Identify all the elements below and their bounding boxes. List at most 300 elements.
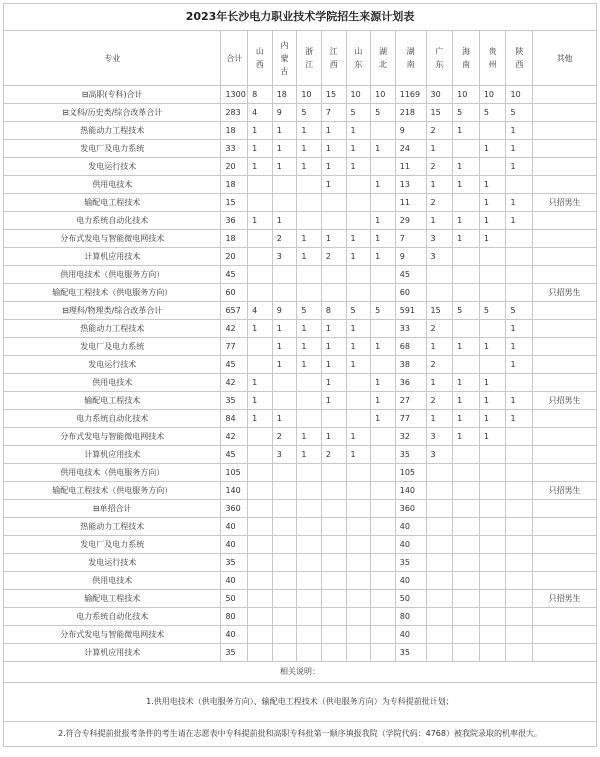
province-count-cell: 1: [453, 338, 480, 356]
province-count-cell: 1: [321, 122, 346, 140]
header-row: [4, 31, 597, 86]
province-count-cell: [453, 194, 480, 212]
province-count-cell: 1: [453, 212, 480, 230]
major-name-cell: 输配电工程技术: [4, 194, 221, 212]
province-count-cell: 1: [453, 410, 480, 428]
major-name-cell: 热能动力工程技术: [4, 518, 221, 536]
province-count-cell: 5: [371, 302, 396, 320]
enrollment-plan-table: [3, 3, 597, 747]
other-note-cell: [533, 140, 597, 158]
province-count-cell: [453, 266, 480, 284]
province-count-cell: [297, 482, 322, 500]
province-count-cell: 1: [248, 410, 273, 428]
table-row: [4, 518, 597, 536]
total-cell: 42: [221, 374, 248, 392]
province-count-cell: [371, 428, 396, 446]
province-count-cell: [479, 266, 506, 284]
province-count-cell: 4: [248, 302, 273, 320]
province-count-cell: [371, 518, 396, 536]
table-row: [4, 284, 597, 302]
table-row: [4, 140, 597, 158]
province-count-cell: 15: [426, 104, 453, 122]
table-row: [4, 230, 597, 248]
other-note-cell: [533, 320, 597, 338]
province-count-cell: [506, 446, 533, 464]
province-count-cell: 45: [395, 266, 426, 284]
header-total: 合计: [221, 31, 248, 86]
province-count-cell: [426, 266, 453, 284]
province-count-cell: [346, 644, 371, 662]
province-count-cell: [346, 392, 371, 410]
province-count-cell: 11: [395, 194, 426, 212]
province-count-cell: 68: [395, 338, 426, 356]
province-count-cell: [479, 158, 506, 176]
province-count-cell: [506, 572, 533, 590]
total-cell: 360: [221, 500, 248, 518]
major-name-cell: 输配电工程技术（供电服务方向）: [4, 284, 221, 302]
major-name-cell: 发电运行技术: [4, 158, 221, 176]
province-count-cell: [321, 212, 346, 230]
province-count-cell: [453, 626, 480, 644]
province-count-cell: 40: [395, 518, 426, 536]
province-count-cell: 1: [426, 374, 453, 392]
province-count-cell: [248, 644, 273, 662]
province-count-cell: [321, 554, 346, 572]
major-name-cell: 热能动力工程技术: [4, 122, 221, 140]
province-count-cell: [371, 194, 396, 212]
total-cell: 15: [221, 194, 248, 212]
province-count-cell: [297, 608, 322, 626]
province-count-cell: 5: [506, 104, 533, 122]
table-row: [4, 554, 597, 572]
province-count-cell: [426, 626, 453, 644]
province-count-cell: [506, 284, 533, 302]
note-item: 2.符合专科提前批报考条件的考生请在志愿表中专科提前批和高职专科批第一顺序填报我院（学院代码：4768）被我院录取的机率很大。: [4, 722, 597, 747]
total-cell: 84: [221, 410, 248, 428]
province-count-cell: 1: [248, 320, 273, 338]
province-count-cell: 1: [426, 410, 453, 428]
province-count-cell: 1: [426, 338, 453, 356]
province-count-cell: [346, 176, 371, 194]
province-count-cell: [371, 572, 396, 590]
province-count-cell: 3: [426, 248, 453, 266]
table-row: [4, 374, 597, 392]
major-name-cell: ⊟单招合计: [4, 500, 221, 518]
province-count-cell: [426, 284, 453, 302]
province-count-cell: [248, 428, 273, 446]
province-count-cell: 77: [395, 410, 426, 428]
province-count-cell: 1: [272, 122, 297, 140]
province-count-cell: [479, 644, 506, 662]
other-note-cell: [533, 176, 597, 194]
table-row: [4, 122, 597, 140]
major-name-cell: 分布式发电与智能微电网技术: [4, 230, 221, 248]
province-count-cell: 1: [371, 230, 396, 248]
province-count-cell: [506, 536, 533, 554]
total-cell: 18: [221, 122, 248, 140]
province-count-cell: [479, 608, 506, 626]
table-row: [4, 500, 597, 518]
province-count-cell: 29: [395, 212, 426, 230]
table-row: [4, 194, 597, 212]
total-cell: 40: [221, 572, 248, 590]
province-count-cell: [321, 608, 346, 626]
total-cell: 1300: [221, 86, 248, 104]
province-count-cell: [346, 482, 371, 500]
table-row: [4, 572, 597, 590]
province-count-cell: 1: [453, 230, 480, 248]
major-name-cell: 供用电技术（供电服务方向）: [4, 266, 221, 284]
province-count-cell: 1: [506, 212, 533, 230]
table-row: [4, 608, 597, 626]
province-count-cell: [426, 590, 453, 608]
province-count-cell: 1: [453, 374, 480, 392]
province-count-cell: 1: [506, 194, 533, 212]
province-count-cell: [506, 626, 533, 644]
major-name-cell: 发电运行技术: [4, 356, 221, 374]
province-count-cell: 1: [506, 356, 533, 374]
province-count-cell: 15: [321, 86, 346, 104]
province-count-cell: 1: [479, 230, 506, 248]
province-count-cell: [248, 554, 273, 572]
other-note-cell: 只招男生: [533, 284, 597, 302]
province-count-cell: 2: [426, 392, 453, 410]
province-count-cell: [321, 410, 346, 428]
province-count-cell: 9: [395, 248, 426, 266]
table-row: [4, 482, 597, 500]
province-count-cell: 591: [395, 302, 426, 320]
table-row: [4, 392, 597, 410]
other-note-cell: [533, 212, 597, 230]
province-count-cell: [346, 374, 371, 392]
province-count-cell: [453, 554, 480, 572]
province-count-cell: 5: [506, 302, 533, 320]
province-count-cell: 1: [248, 140, 273, 158]
province-count-cell: [346, 590, 371, 608]
province-count-cell: [248, 482, 273, 500]
province-count-cell: 1: [321, 158, 346, 176]
province-count-cell: 10: [506, 86, 533, 104]
total-cell: 80: [221, 608, 248, 626]
province-count-cell: [506, 248, 533, 266]
header-province-shaanxi: 陕 西: [506, 31, 533, 86]
province-count-cell: [272, 626, 297, 644]
province-count-cell: 1: [346, 248, 371, 266]
total-cell: 20: [221, 158, 248, 176]
province-count-cell: [297, 590, 322, 608]
major-name-cell: 供用电技术: [4, 572, 221, 590]
province-count-cell: 60: [395, 284, 426, 302]
other-note-cell: [533, 356, 597, 374]
province-count-cell: [479, 590, 506, 608]
province-count-cell: [321, 500, 346, 518]
other-note-cell: [533, 608, 597, 626]
province-count-cell: [506, 176, 533, 194]
province-count-cell: [248, 266, 273, 284]
other-note-cell: [533, 248, 597, 266]
province-count-cell: [272, 392, 297, 410]
province-count-cell: [479, 518, 506, 536]
province-count-cell: 8: [248, 86, 273, 104]
province-count-cell: 1: [506, 158, 533, 176]
major-name-cell: 发电厂及电力系统: [4, 140, 221, 158]
province-count-cell: [453, 464, 480, 482]
province-count-cell: 5: [479, 302, 506, 320]
province-count-cell: [346, 410, 371, 428]
major-name-cell: ⊟理科/物理类/综合改革合计: [4, 302, 221, 320]
province-count-cell: 3: [272, 248, 297, 266]
province-count-cell: 1: [371, 212, 396, 230]
province-count-cell: [248, 572, 273, 590]
province-count-cell: 1: [479, 374, 506, 392]
province-count-cell: 1: [248, 374, 273, 392]
other-note-cell: [533, 158, 597, 176]
total-cell: 35: [221, 554, 248, 572]
province-count-cell: [371, 626, 396, 644]
major-name-cell: 热能动力工程技术: [4, 320, 221, 338]
province-count-cell: 360: [395, 500, 426, 518]
province-count-cell: [321, 626, 346, 644]
major-name-cell: 供用电技术: [4, 374, 221, 392]
table-row: [4, 86, 597, 104]
province-count-cell: 1: [297, 356, 322, 374]
province-count-cell: [371, 320, 396, 338]
total-cell: 105: [221, 464, 248, 482]
header-province-hubei: 湖 北: [371, 31, 396, 86]
province-count-cell: [371, 644, 396, 662]
table-row: [4, 338, 597, 356]
table-row: [4, 626, 597, 644]
province-count-cell: 1: [272, 338, 297, 356]
province-count-cell: [371, 608, 396, 626]
table-body: [4, 86, 597, 662]
major-name-cell: 计算机应用技术: [4, 644, 221, 662]
province-count-cell: [248, 356, 273, 374]
province-count-cell: 1: [297, 248, 322, 266]
province-count-cell: 1: [506, 140, 533, 158]
other-note-cell: [533, 410, 597, 428]
province-count-cell: 24: [395, 140, 426, 158]
province-count-cell: 1: [248, 392, 273, 410]
province-count-cell: 10: [479, 86, 506, 104]
province-count-cell: 5: [453, 104, 480, 122]
province-count-cell: [297, 266, 322, 284]
province-count-cell: [453, 356, 480, 374]
province-count-cell: 1: [426, 212, 453, 230]
province-count-cell: [453, 590, 480, 608]
province-count-cell: 1: [346, 446, 371, 464]
province-count-cell: 1: [346, 356, 371, 374]
page-title: 2023年长沙电力职业技术学院招生来源计划表: [4, 4, 597, 31]
province-count-cell: [426, 536, 453, 554]
province-count-cell: 1: [272, 410, 297, 428]
total-cell: 45: [221, 446, 248, 464]
province-count-cell: 1: [506, 122, 533, 140]
province-count-cell: [479, 284, 506, 302]
province-count-cell: 2: [426, 158, 453, 176]
major-name-cell: 分布式发电与智能微电网技术: [4, 626, 221, 644]
province-count-cell: [297, 536, 322, 554]
province-count-cell: [248, 176, 273, 194]
province-count-cell: [371, 500, 396, 518]
province-count-cell: 5: [371, 104, 396, 122]
province-count-cell: 13: [395, 176, 426, 194]
province-count-cell: [346, 626, 371, 644]
header-province-shandong: 山 东: [346, 31, 371, 86]
major-name-cell: 输配电工程技术: [4, 392, 221, 410]
province-count-cell: 40: [395, 572, 426, 590]
province-count-cell: [479, 464, 506, 482]
province-count-cell: 1: [297, 446, 322, 464]
major-name-cell: 发电厂及电力系统: [4, 338, 221, 356]
province-count-cell: 50: [395, 590, 426, 608]
province-count-cell: 1: [321, 356, 346, 374]
other-note-cell: [533, 374, 597, 392]
table-row: [4, 104, 597, 122]
province-count-cell: [248, 338, 273, 356]
province-count-cell: [371, 590, 396, 608]
header-major: 专业: [4, 31, 221, 86]
province-count-cell: 1: [346, 338, 371, 356]
province-count-cell: 1: [479, 428, 506, 446]
total-cell: 40: [221, 518, 248, 536]
other-note-cell: [533, 572, 597, 590]
province-count-cell: [479, 554, 506, 572]
province-count-cell: [297, 212, 322, 230]
province-count-cell: 3: [426, 230, 453, 248]
province-count-cell: 1: [506, 320, 533, 338]
major-name-cell: 输配电工程技术: [4, 590, 221, 608]
header-province-hainan: 海 南: [453, 31, 480, 86]
province-count-cell: 1: [371, 374, 396, 392]
table-row: [4, 464, 597, 482]
province-count-cell: 5: [346, 104, 371, 122]
province-count-cell: 9: [272, 302, 297, 320]
other-note-cell: [533, 86, 597, 104]
province-count-cell: [371, 356, 396, 374]
province-count-cell: [248, 284, 273, 302]
province-count-cell: [272, 266, 297, 284]
province-count-cell: 1: [248, 158, 273, 176]
total-cell: 77: [221, 338, 248, 356]
other-note-cell: 只招男生: [533, 392, 597, 410]
province-count-cell: 11: [395, 158, 426, 176]
province-count-cell: 1: [346, 158, 371, 176]
province-count-cell: 1: [321, 176, 346, 194]
total-cell: 36: [221, 212, 248, 230]
province-count-cell: [506, 518, 533, 536]
province-count-cell: 8: [321, 302, 346, 320]
province-count-cell: [453, 320, 480, 338]
province-count-cell: [297, 410, 322, 428]
header-province-guizhou: 贵 州: [479, 31, 506, 86]
province-count-cell: 40: [395, 626, 426, 644]
major-name-cell: 供用电技术（供电服务方向）: [4, 464, 221, 482]
province-count-cell: 1: [371, 248, 396, 266]
table-row: [4, 302, 597, 320]
province-count-cell: [479, 500, 506, 518]
province-count-cell: 1: [479, 140, 506, 158]
province-count-cell: [297, 176, 322, 194]
province-count-cell: [272, 482, 297, 500]
province-count-cell: 3: [272, 446, 297, 464]
other-note-cell: [533, 464, 597, 482]
province-count-cell: 1: [297, 158, 322, 176]
province-count-cell: [426, 554, 453, 572]
province-count-cell: 2: [272, 230, 297, 248]
province-count-cell: 1: [272, 140, 297, 158]
province-count-cell: 1: [346, 140, 371, 158]
major-name-cell: 计算机应用技术: [4, 248, 221, 266]
table-row: [4, 410, 597, 428]
province-count-cell: [248, 446, 273, 464]
province-count-cell: [321, 644, 346, 662]
province-count-cell: 35: [395, 446, 426, 464]
major-name-cell: 电力系统自动化技术: [4, 410, 221, 428]
province-count-cell: [248, 518, 273, 536]
province-count-cell: 1: [453, 392, 480, 410]
province-count-cell: 1: [272, 320, 297, 338]
province-count-cell: [346, 500, 371, 518]
province-count-cell: [371, 158, 396, 176]
province-count-cell: 3: [426, 446, 453, 464]
province-count-cell: 9: [395, 122, 426, 140]
province-count-cell: [297, 464, 322, 482]
province-count-cell: [453, 536, 480, 554]
province-count-cell: [272, 554, 297, 572]
major-name-cell: ⊟高职(专科)合计: [4, 86, 221, 104]
province-count-cell: 5: [453, 302, 480, 320]
province-count-cell: [321, 590, 346, 608]
province-count-cell: [297, 284, 322, 302]
table-row: [4, 248, 597, 266]
province-count-cell: 18: [272, 86, 297, 104]
notes-heading: 相关说明：: [4, 662, 597, 683]
province-count-cell: [346, 536, 371, 554]
province-count-cell: [321, 266, 346, 284]
province-count-cell: [479, 626, 506, 644]
other-note-cell: [533, 428, 597, 446]
header-province-hunan: 湖 南: [395, 31, 426, 86]
province-count-cell: [321, 518, 346, 536]
province-count-cell: [272, 374, 297, 392]
province-count-cell: [248, 608, 273, 626]
province-count-cell: 1: [248, 122, 273, 140]
province-count-cell: [371, 536, 396, 554]
province-count-cell: 5: [479, 104, 506, 122]
province-count-cell: [248, 626, 273, 644]
province-count-cell: [453, 500, 480, 518]
table-row: [4, 644, 597, 662]
province-count-cell: 1: [297, 320, 322, 338]
province-count-cell: 1: [272, 212, 297, 230]
province-count-cell: 33: [395, 320, 426, 338]
other-note-cell: [533, 104, 597, 122]
province-count-cell: [453, 644, 480, 662]
province-count-cell: [426, 608, 453, 626]
province-count-cell: [272, 464, 297, 482]
other-note-cell: [533, 230, 597, 248]
province-count-cell: 9: [272, 104, 297, 122]
table-row: [4, 266, 597, 284]
province-count-cell: 7: [321, 104, 346, 122]
province-count-cell: [248, 536, 273, 554]
header-other: 其他: [533, 31, 597, 86]
province-count-cell: [321, 194, 346, 212]
province-count-cell: 1: [321, 428, 346, 446]
province-count-cell: [297, 194, 322, 212]
province-count-cell: [297, 626, 322, 644]
